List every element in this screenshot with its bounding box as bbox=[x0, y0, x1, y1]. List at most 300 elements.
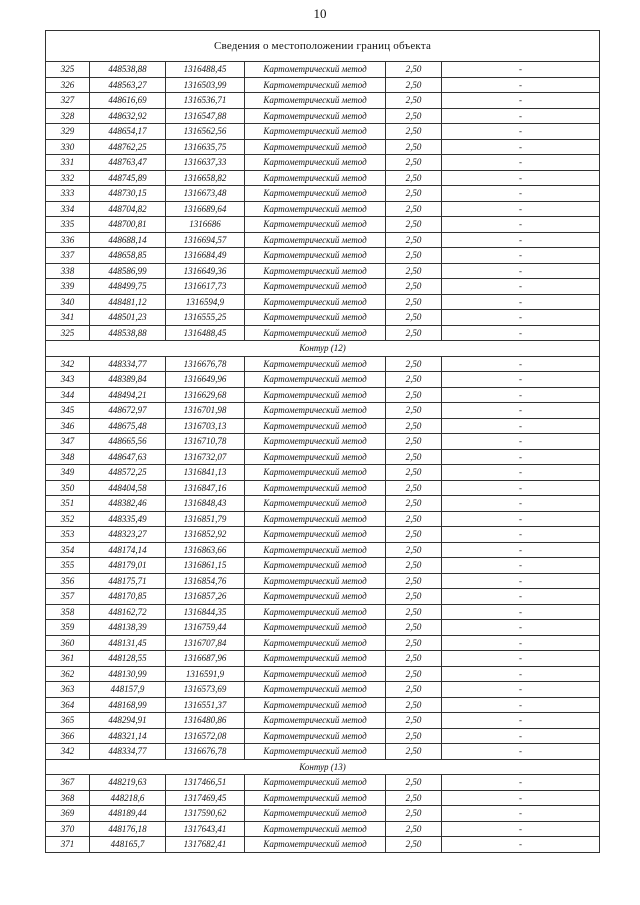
point-number-cell: 345 bbox=[46, 403, 90, 419]
precision-cell: 2,50 bbox=[386, 217, 442, 233]
point-number-cell: 328 bbox=[46, 108, 90, 124]
method-cell: Картометрический метод bbox=[245, 697, 386, 713]
coord-y-cell: 1316676,78 bbox=[166, 356, 245, 372]
precision-cell: 2,50 bbox=[386, 728, 442, 744]
coord-y-cell: 1316848,43 bbox=[166, 496, 245, 512]
method-cell: Картометрический метод bbox=[245, 589, 386, 605]
description-cell: - bbox=[442, 527, 600, 543]
description-cell: - bbox=[442, 279, 600, 295]
precision-cell: 2,50 bbox=[386, 744, 442, 760]
precision-cell: 2,50 bbox=[386, 527, 442, 543]
point-number-cell: 366 bbox=[46, 728, 90, 744]
description-cell: - bbox=[442, 418, 600, 434]
coord-y-cell: 1316617,73 bbox=[166, 279, 245, 295]
coord-y-cell: 1316591,9 bbox=[166, 666, 245, 682]
method-cell: Картометрический метод bbox=[245, 480, 386, 496]
coord-y-cell: 1316852,92 bbox=[166, 527, 245, 543]
coord-y-cell: 1316694,57 bbox=[166, 232, 245, 248]
point-number-cell: 369 bbox=[46, 806, 90, 822]
table-row bbox=[46, 387, 600, 403]
coord-x-cell: 448323,27 bbox=[90, 527, 166, 543]
method-cell: Картометрический метод bbox=[245, 558, 386, 574]
precision-cell: 2,50 bbox=[386, 372, 442, 388]
coord-x-cell: 448157,9 bbox=[90, 682, 166, 698]
precision-cell: 2,50 bbox=[386, 310, 442, 326]
method-cell: Картометрический метод bbox=[245, 511, 386, 527]
point-number-cell: 327 bbox=[46, 93, 90, 109]
precision-cell: 2,50 bbox=[386, 124, 442, 140]
precision-cell: 2,50 bbox=[386, 186, 442, 202]
precision-cell: 2,50 bbox=[386, 496, 442, 512]
contour-row bbox=[46, 759, 600, 775]
description-cell: - bbox=[442, 108, 600, 124]
coord-y-cell: 1316480,86 bbox=[166, 713, 245, 729]
point-number-cell: 325 bbox=[46, 62, 90, 78]
coord-x-cell: 448499,75 bbox=[90, 279, 166, 295]
description-cell: - bbox=[442, 403, 600, 419]
coord-x-cell: 448494,21 bbox=[90, 387, 166, 403]
point-number-cell: 351 bbox=[46, 496, 90, 512]
method-cell: Картометрический метод bbox=[245, 418, 386, 434]
coord-y-cell: 1316649,36 bbox=[166, 263, 245, 279]
point-number-cell: 331 bbox=[46, 155, 90, 171]
coord-x-cell: 448131,45 bbox=[90, 635, 166, 651]
table-row bbox=[46, 403, 600, 419]
precision-cell: 2,50 bbox=[386, 806, 442, 822]
coord-x-cell: 448334,77 bbox=[90, 744, 166, 760]
coord-x-cell: 448647,63 bbox=[90, 449, 166, 465]
coord-x-cell: 448334,77 bbox=[90, 356, 166, 372]
method-cell: Картометрический метод bbox=[245, 496, 386, 512]
precision-cell: 2,50 bbox=[386, 77, 442, 93]
coord-y-cell: 1316635,75 bbox=[166, 139, 245, 155]
description-cell: - bbox=[442, 93, 600, 109]
precision-cell: 2,50 bbox=[386, 108, 442, 124]
table-row bbox=[46, 170, 600, 186]
description-cell: - bbox=[442, 232, 600, 248]
boundary-table bbox=[45, 30, 600, 853]
coord-y-cell: 1316844,35 bbox=[166, 604, 245, 620]
coord-y-cell: 1316673,48 bbox=[166, 186, 245, 202]
point-number-cell: 368 bbox=[46, 790, 90, 806]
coord-x-cell: 448179,01 bbox=[90, 558, 166, 574]
table-row bbox=[46, 93, 600, 109]
point-number-cell: 325 bbox=[46, 325, 90, 341]
coord-x-cell: 448168,99 bbox=[90, 697, 166, 713]
description-cell: - bbox=[442, 542, 600, 558]
coord-y-cell: 1316676,78 bbox=[166, 744, 245, 760]
precision-cell: 2,50 bbox=[386, 325, 442, 341]
coord-x-cell: 448335,49 bbox=[90, 511, 166, 527]
point-number-cell: 335 bbox=[46, 217, 90, 233]
table-row bbox=[46, 232, 600, 248]
precision-cell: 2,50 bbox=[386, 356, 442, 372]
precision-cell: 2,50 bbox=[386, 465, 442, 481]
description-cell: - bbox=[442, 170, 600, 186]
point-number-cell: 342 bbox=[46, 356, 90, 372]
coord-y-cell: 1317682,41 bbox=[166, 837, 245, 853]
table-row bbox=[46, 496, 600, 512]
description-cell: - bbox=[442, 496, 600, 512]
coord-y-cell: 1316686 bbox=[166, 217, 245, 233]
description-cell: - bbox=[442, 155, 600, 171]
precision-cell: 2,50 bbox=[386, 263, 442, 279]
description-cell: - bbox=[442, 139, 600, 155]
precision-cell: 2,50 bbox=[386, 620, 442, 636]
method-cell: Картометрический метод bbox=[245, 124, 386, 140]
coord-x-cell: 448658,85 bbox=[90, 248, 166, 264]
method-cell: Картометрический метод bbox=[245, 542, 386, 558]
method-cell: Картометрический метод bbox=[245, 403, 386, 419]
point-number-cell: 354 bbox=[46, 542, 90, 558]
point-number-cell: 353 bbox=[46, 527, 90, 543]
description-cell: - bbox=[442, 449, 600, 465]
method-cell: Картометрический метод bbox=[245, 155, 386, 171]
description-cell: - bbox=[442, 356, 600, 372]
coord-x-cell: 448700,81 bbox=[90, 217, 166, 233]
coord-x-cell: 448219,63 bbox=[90, 775, 166, 791]
point-number-cell: 352 bbox=[46, 511, 90, 527]
point-number-cell: 339 bbox=[46, 279, 90, 295]
coord-x-cell: 448538,88 bbox=[90, 62, 166, 78]
method-cell: Картометрический метод bbox=[245, 744, 386, 760]
coord-x-cell: 448382,46 bbox=[90, 496, 166, 512]
table-row bbox=[46, 263, 600, 279]
table-row bbox=[46, 201, 600, 217]
method-cell: Картометрический метод bbox=[245, 279, 386, 295]
coord-y-cell: 1316555,25 bbox=[166, 310, 245, 326]
table-row bbox=[46, 77, 600, 93]
precision-cell: 2,50 bbox=[386, 558, 442, 574]
table-row bbox=[46, 666, 600, 682]
precision-cell: 2,50 bbox=[386, 604, 442, 620]
point-number-cell: 357 bbox=[46, 589, 90, 605]
coord-y-cell: 1316572,08 bbox=[166, 728, 245, 744]
method-cell: Картометрический метод bbox=[245, 62, 386, 78]
description-cell: - bbox=[442, 186, 600, 202]
point-number-cell: 329 bbox=[46, 124, 90, 140]
point-number-cell: 344 bbox=[46, 387, 90, 403]
method-cell: Картометрический метод bbox=[245, 713, 386, 729]
method-cell: Картометрический метод bbox=[245, 325, 386, 341]
coord-x-cell: 448563,27 bbox=[90, 77, 166, 93]
description-cell: - bbox=[442, 465, 600, 481]
coord-y-cell: 1316488,45 bbox=[166, 62, 245, 78]
method-cell: Картометрический метод bbox=[245, 217, 386, 233]
point-number-cell: 342 bbox=[46, 744, 90, 760]
description-cell: - bbox=[442, 589, 600, 605]
description-cell: - bbox=[442, 837, 600, 853]
coord-x-cell: 448165,7 bbox=[90, 837, 166, 853]
description-cell: - bbox=[442, 248, 600, 264]
description-cell: - bbox=[442, 325, 600, 341]
table-row bbox=[46, 527, 600, 543]
method-cell: Картометрический метод bbox=[245, 620, 386, 636]
coord-x-cell: 448665,56 bbox=[90, 434, 166, 450]
coord-y-cell: 1316703,13 bbox=[166, 418, 245, 434]
point-number-cell: 361 bbox=[46, 651, 90, 667]
point-number-cell: 363 bbox=[46, 682, 90, 698]
coord-x-cell: 448389,84 bbox=[90, 372, 166, 388]
point-number-cell: 326 bbox=[46, 77, 90, 93]
coord-y-cell: 1317469,45 bbox=[166, 790, 245, 806]
method-cell: Картометрический метод bbox=[245, 449, 386, 465]
coord-x-cell: 448130,99 bbox=[90, 666, 166, 682]
coord-y-cell: 1316488,45 bbox=[166, 325, 245, 341]
table-row bbox=[46, 186, 600, 202]
precision-cell: 2,50 bbox=[386, 403, 442, 419]
coord-y-cell: 1316594,9 bbox=[166, 294, 245, 310]
coord-y-cell: 1316637,33 bbox=[166, 155, 245, 171]
method-cell: Картометрический метод bbox=[245, 775, 386, 791]
coord-x-cell: 448688,14 bbox=[90, 232, 166, 248]
description-cell: - bbox=[442, 558, 600, 574]
table-row bbox=[46, 155, 600, 171]
precision-cell: 2,50 bbox=[386, 449, 442, 465]
method-cell: Картометрический метод bbox=[245, 263, 386, 279]
precision-cell: 2,50 bbox=[386, 387, 442, 403]
coord-y-cell: 1316536,71 bbox=[166, 93, 245, 109]
table-row bbox=[46, 434, 600, 450]
description-cell: - bbox=[442, 697, 600, 713]
description-cell: - bbox=[442, 651, 600, 667]
method-cell: Картометрический метод bbox=[245, 604, 386, 620]
coord-y-cell: 1317590,62 bbox=[166, 806, 245, 822]
precision-cell: 2,50 bbox=[386, 837, 442, 853]
table-row bbox=[46, 837, 600, 853]
method-cell: Картометрический метод bbox=[245, 139, 386, 155]
table-row bbox=[46, 248, 600, 264]
table-row bbox=[46, 635, 600, 651]
coord-y-cell: 1316861,15 bbox=[166, 558, 245, 574]
coord-x-cell: 448404,58 bbox=[90, 480, 166, 496]
point-number-cell: 356 bbox=[46, 573, 90, 589]
coord-x-cell: 448170,85 bbox=[90, 589, 166, 605]
precision-cell: 2,50 bbox=[386, 480, 442, 496]
method-cell: Картометрический метод bbox=[245, 728, 386, 744]
coord-y-cell: 1316687,96 bbox=[166, 651, 245, 667]
point-number-cell: 332 bbox=[46, 170, 90, 186]
coord-x-cell: 448672,97 bbox=[90, 403, 166, 419]
coord-x-cell: 448138,39 bbox=[90, 620, 166, 636]
table-body bbox=[46, 31, 600, 853]
coord-x-cell: 448632,92 bbox=[90, 108, 166, 124]
table-row bbox=[46, 108, 600, 124]
point-number-cell: 371 bbox=[46, 837, 90, 853]
coord-x-cell: 448538,88 bbox=[90, 325, 166, 341]
method-cell: Картометрический метод bbox=[245, 201, 386, 217]
method-cell: Картометрический метод bbox=[245, 573, 386, 589]
coord-x-cell: 448586,99 bbox=[90, 263, 166, 279]
table-row bbox=[46, 728, 600, 744]
precision-cell: 2,50 bbox=[386, 542, 442, 558]
table-row bbox=[46, 697, 600, 713]
table-row bbox=[46, 124, 600, 140]
point-number-cell: 340 bbox=[46, 294, 90, 310]
method-cell: Картометрический метод bbox=[245, 527, 386, 543]
precision-cell: 2,50 bbox=[386, 635, 442, 651]
precision-cell: 2,50 bbox=[386, 775, 442, 791]
precision-cell: 2,50 bbox=[386, 589, 442, 605]
point-number-cell: 360 bbox=[46, 635, 90, 651]
description-cell: - bbox=[442, 713, 600, 729]
point-number-cell: 334 bbox=[46, 201, 90, 217]
description-cell: - bbox=[442, 728, 600, 744]
coord-x-cell: 448481,12 bbox=[90, 294, 166, 310]
coord-y-cell: 1316649,96 bbox=[166, 372, 245, 388]
method-cell: Картометрический метод bbox=[245, 372, 386, 388]
description-cell: - bbox=[442, 682, 600, 698]
description-cell: - bbox=[442, 263, 600, 279]
method-cell: Картометрический метод bbox=[245, 666, 386, 682]
coord-x-cell: 448763,47 bbox=[90, 155, 166, 171]
table-row bbox=[46, 279, 600, 295]
coord-x-cell: 448730,15 bbox=[90, 186, 166, 202]
point-number-cell: 364 bbox=[46, 697, 90, 713]
point-number-cell: 337 bbox=[46, 248, 90, 264]
precision-cell: 2,50 bbox=[386, 511, 442, 527]
table-row bbox=[46, 372, 600, 388]
precision-cell: 2,50 bbox=[386, 279, 442, 295]
table-row bbox=[46, 821, 600, 837]
point-number-cell: 346 bbox=[46, 418, 90, 434]
coord-x-cell: 448174,14 bbox=[90, 542, 166, 558]
description-cell: - bbox=[442, 217, 600, 233]
coord-y-cell: 1316707,84 bbox=[166, 635, 245, 651]
table-row bbox=[46, 806, 600, 822]
contour-label: Контур (12) bbox=[46, 341, 600, 357]
table-row bbox=[46, 558, 600, 574]
precision-cell: 2,50 bbox=[386, 294, 442, 310]
table-row bbox=[46, 604, 600, 620]
coord-x-cell: 448176,18 bbox=[90, 821, 166, 837]
point-number-cell: 359 bbox=[46, 620, 90, 636]
precision-cell: 2,50 bbox=[386, 155, 442, 171]
precision-cell: 2,50 bbox=[386, 170, 442, 186]
coord-y-cell: 1316854,76 bbox=[166, 573, 245, 589]
method-cell: Картометрический метод bbox=[245, 837, 386, 853]
table-row bbox=[46, 682, 600, 698]
precision-cell: 2,50 bbox=[386, 232, 442, 248]
point-number-cell: 343 bbox=[46, 372, 90, 388]
method-cell: Картометрический метод bbox=[245, 356, 386, 372]
coord-y-cell: 1316684,49 bbox=[166, 248, 245, 264]
precision-cell: 2,50 bbox=[386, 697, 442, 713]
precision-cell: 2,50 bbox=[386, 682, 442, 698]
description-cell: - bbox=[442, 573, 600, 589]
coord-y-cell: 1316732,07 bbox=[166, 449, 245, 465]
precision-cell: 2,50 bbox=[386, 139, 442, 155]
description-cell: - bbox=[442, 744, 600, 760]
method-cell: Картометрический метод bbox=[245, 294, 386, 310]
method-cell: Картометрический метод bbox=[245, 310, 386, 326]
point-number-cell: 348 bbox=[46, 449, 90, 465]
table-row bbox=[46, 217, 600, 233]
method-cell: Картометрический метод bbox=[245, 806, 386, 822]
method-cell: Картометрический метод bbox=[245, 232, 386, 248]
coord-y-cell: 1316551,37 bbox=[166, 697, 245, 713]
point-number-cell: 341 bbox=[46, 310, 90, 326]
description-cell: - bbox=[442, 77, 600, 93]
page-number: 10 bbox=[313, 6, 327, 21]
table-row bbox=[46, 620, 600, 636]
point-number-cell: 358 bbox=[46, 604, 90, 620]
coord-y-cell: 1316759,44 bbox=[166, 620, 245, 636]
table-row bbox=[46, 325, 600, 341]
point-number-cell: 333 bbox=[46, 186, 90, 202]
precision-cell: 2,50 bbox=[386, 201, 442, 217]
table-row bbox=[46, 449, 600, 465]
coord-x-cell: 448162,72 bbox=[90, 604, 166, 620]
coord-x-cell: 448762,25 bbox=[90, 139, 166, 155]
description-cell: - bbox=[442, 201, 600, 217]
description-cell: - bbox=[442, 294, 600, 310]
point-number-cell: 338 bbox=[46, 263, 90, 279]
precision-cell: 2,50 bbox=[386, 62, 442, 78]
point-number-cell: 347 bbox=[46, 434, 90, 450]
table-row bbox=[46, 744, 600, 760]
description-cell: - bbox=[442, 620, 600, 636]
method-cell: Картометрический метод bbox=[245, 682, 386, 698]
table-row bbox=[46, 775, 600, 791]
table-caption: Сведения о местоположении границ объекта bbox=[46, 31, 600, 62]
precision-cell: 2,50 bbox=[386, 573, 442, 589]
table-row bbox=[46, 139, 600, 155]
table-row bbox=[46, 465, 600, 481]
precision-cell: 2,50 bbox=[386, 666, 442, 682]
coord-y-cell: 1317466,51 bbox=[166, 775, 245, 791]
description-cell: - bbox=[442, 511, 600, 527]
method-cell: Картометрический метод bbox=[245, 387, 386, 403]
precision-cell: 2,50 bbox=[386, 790, 442, 806]
point-number-cell: 365 bbox=[46, 713, 90, 729]
table-row bbox=[46, 651, 600, 667]
coord-y-cell: 1316658,82 bbox=[166, 170, 245, 186]
coord-x-cell: 448572,25 bbox=[90, 465, 166, 481]
precision-cell: 2,50 bbox=[386, 418, 442, 434]
coord-y-cell: 1316710,78 bbox=[166, 434, 245, 450]
table-row bbox=[46, 294, 600, 310]
coord-y-cell: 1316689,64 bbox=[166, 201, 245, 217]
coord-x-cell: 448654,17 bbox=[90, 124, 166, 140]
contour-row bbox=[46, 341, 600, 357]
method-cell: Картометрический метод bbox=[245, 108, 386, 124]
point-number-cell: 336 bbox=[46, 232, 90, 248]
coord-y-cell: 1316573,69 bbox=[166, 682, 245, 698]
coord-y-cell: 1316851,79 bbox=[166, 511, 245, 527]
description-cell: - bbox=[442, 666, 600, 682]
method-cell: Картометрический метод bbox=[245, 465, 386, 481]
method-cell: Картометрический метод bbox=[245, 186, 386, 202]
point-number-cell: 330 bbox=[46, 139, 90, 155]
table-row bbox=[46, 790, 600, 806]
method-cell: Картометрический метод bbox=[245, 635, 386, 651]
description-cell: - bbox=[442, 821, 600, 837]
coord-y-cell: 1316629,68 bbox=[166, 387, 245, 403]
description-cell: - bbox=[442, 604, 600, 620]
point-number-cell: 362 bbox=[46, 666, 90, 682]
method-cell: Картометрический метод bbox=[245, 651, 386, 667]
coord-x-cell: 448675,48 bbox=[90, 418, 166, 434]
coord-y-cell: 1316701,98 bbox=[166, 403, 245, 419]
coord-x-cell: 448501,23 bbox=[90, 310, 166, 326]
precision-cell: 2,50 bbox=[386, 713, 442, 729]
coord-x-cell: 448294,91 bbox=[90, 713, 166, 729]
description-cell: - bbox=[442, 62, 600, 78]
table-row bbox=[46, 356, 600, 372]
coord-y-cell: 1316857,26 bbox=[166, 589, 245, 605]
coord-x-cell: 448189,44 bbox=[90, 806, 166, 822]
